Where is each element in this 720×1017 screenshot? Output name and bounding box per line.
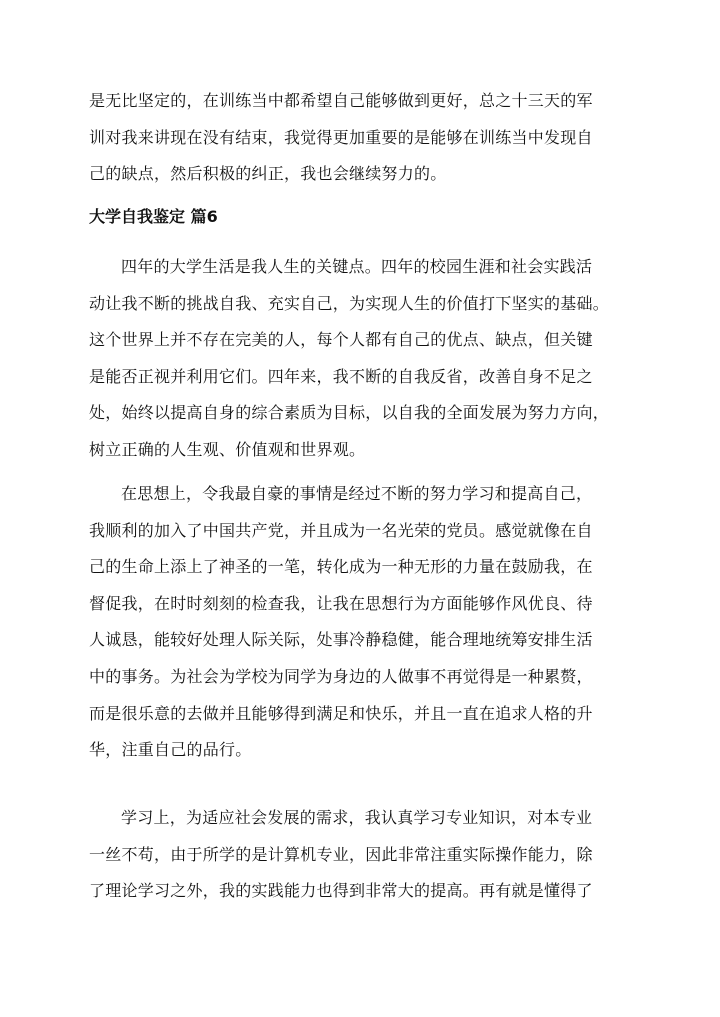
paragraph-thought — [89, 476, 649, 769]
text-line: 训对我来讲现在没有结束，我觉得更加重要的是能够在训练当中发现自 — [89, 127, 593, 147]
text-line: 人诚恳，能较好处理人际关际，处事冷静稳健，能合理地统筹安排生活 — [89, 630, 593, 650]
text-line: 中的事务。为社会为学校为同学为身边的人做事不再觉得是一种累赘， — [89, 666, 593, 686]
text-line: 动让我不断的挑战自我、充实自己，为实现人生的价值打下坚实的基础。 — [89, 293, 610, 313]
text-line: 了理论学习之外，我的实践能力也得到非常大的提高。再有就是懂得了 — [89, 881, 593, 901]
text-line: 是无比坚定的，在训练当中都希望自己能够做到更好，总之十三天的军 — [89, 91, 593, 110]
paragraph-study — [89, 800, 649, 910]
text-line: 在思想上，令我最自豪的事情是经过不断的努力学习和提高自己， — [121, 484, 593, 503]
text-line: 学习上，为适应社会发展的需求，我认真学习专业知识，对本专业 — [121, 808, 593, 827]
text-line: 己的生命上添上了神圣的一笔，转化成为一种无形的力量在鼓励我，在 — [89, 557, 593, 577]
text-line: 华，注重自己的品行。 — [89, 740, 252, 760]
section-heading: 大学自我鉴定 篇6 — [89, 207, 218, 226]
text-line: 督促我，在时时刻刻的检查我，让我在思想行为方面能够作风优良、待 — [89, 593, 593, 613]
text-line: 我顺利的加入了中国共产党，并且成为一名光荣的党员。感觉就像在自 — [89, 520, 593, 540]
text-line: 己的缺点，然后积极的纠正，我也会继续努力的。 — [89, 164, 447, 184]
text-line: 这个世界上并不存在完美的人，每个人都有自己的优点、缺点，但关键 — [89, 330, 593, 350]
paragraph-intro — [89, 249, 649, 469]
text-line: 是能否正视并利用它们。四年来，我不断的自我反省，改善自身不足之 — [89, 366, 593, 386]
text-line: 一丝不苟，由于所学的是计算机专业，因此非常注重实际操作能力，除 — [89, 844, 593, 864]
paragraph-continuation — [89, 83, 649, 193]
text-line: 四年的大学生活是我人生的关键点。四年的校园生涯和社会实践活 — [121, 257, 593, 276]
text-line: 树立正确的人生观、价值观和世界观。 — [89, 439, 366, 459]
text-line: 处，始终以提高自身的综合素质为目标，以自我的全面发展为努力方向， — [89, 403, 610, 423]
text-line: 而是很乐意的去做并且能够得到满足和快乐，并且一直在追求人格的升 — [89, 703, 593, 723]
